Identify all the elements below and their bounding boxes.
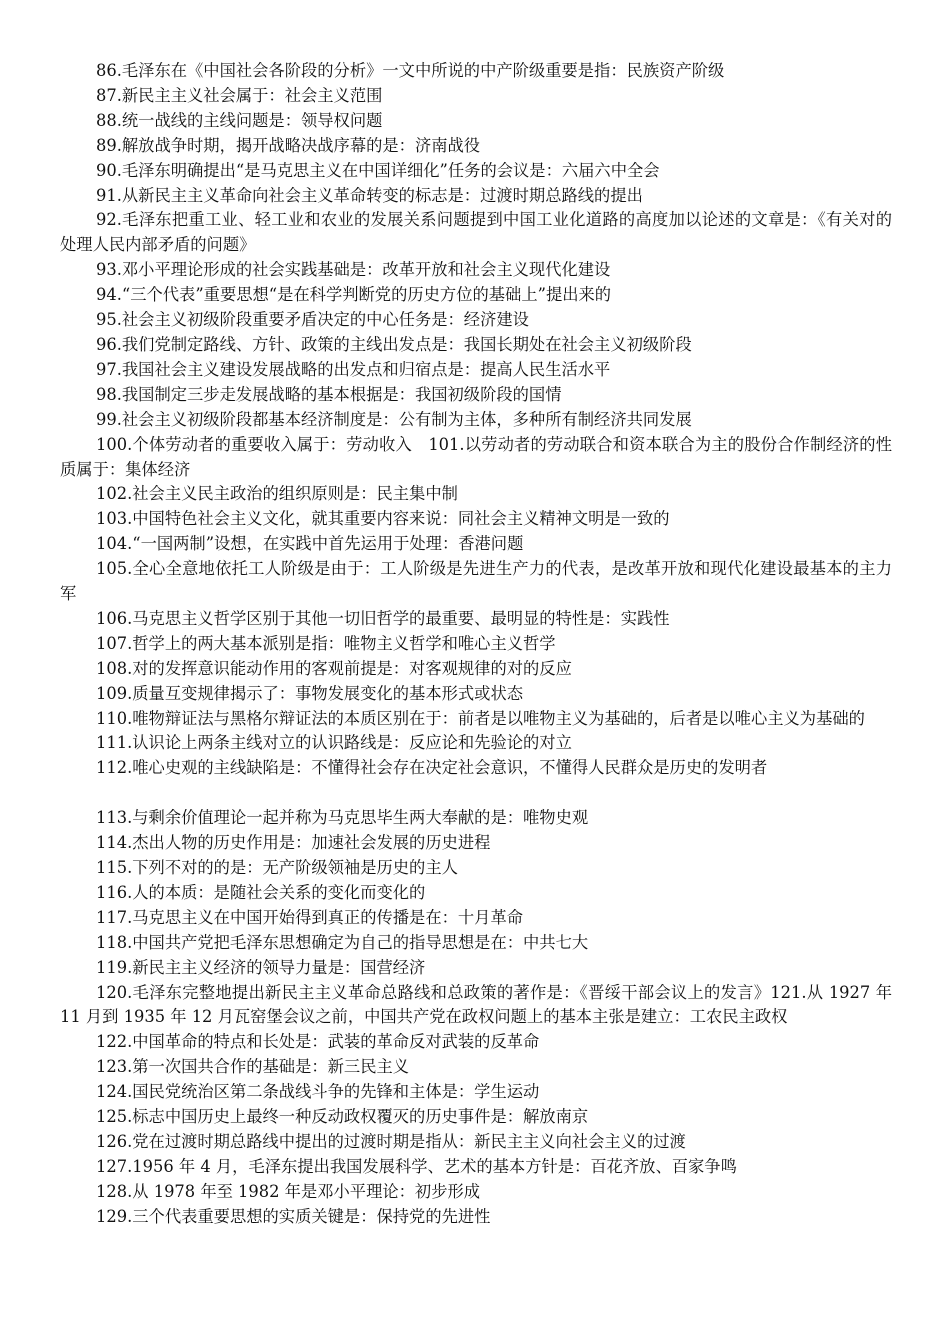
list-item: 120.毛泽东完整地提出新民主主义革命总路线和总政策的著作是：《晋绥干部会议上的发言》121.从 1927 年 11 月到 1935 年 12 月瓦窑堡会议之前，中国共产党在政权问题上的基本主张是建立：工农民主政权	[60, 982, 892, 1027]
list-item: 107.哲学上的两大基本派别是指：唯物主义哲学和唯心主义哲学	[96, 633, 556, 653]
list-item: 114.杰出人物的历史作用是：加速社会发展的历史进程	[96, 833, 491, 853]
list-item: 127.1956 年 4 月，毛泽东提出我国发展科学、艺术的基本方针是：百花齐放、百家争鸣	[96, 1156, 737, 1176]
list-item: 111.认识论上两条主线对立的认识路线是：反应论和先验论的对立	[96, 733, 572, 753]
list-item: 100.个体劳动者的重要收入属于：劳动收入 101.以劳动者的劳动联合和资本联合为主的股份合作制经济的性质属于：集体经济	[60, 434, 892, 479]
list-item: 97.我国社会主义建设发展战略的出发点和归宿点是：提高人民生活水平	[96, 359, 611, 379]
list-item: 123.第一次国共合作的基础是：新三民主义	[96, 1057, 410, 1077]
list-item: 89.解放战争时期，揭开战略决战序幕的是：济南战役	[96, 135, 481, 155]
list-item: 87.新民主主义社会属于：社会主义范围	[96, 85, 383, 105]
list-item: 94.“三个代表”重要思想“是在科学判断党的历史方位的基础上”提出来的	[96, 285, 612, 305]
list-item: 106.马克思主义哲学区别于其他一切旧哲学的最重要、最明显的特性是：实践性	[96, 608, 670, 628]
list-item: 117.马克思主义在中国开始得到真正的传播是在：十月革命	[96, 907, 524, 927]
list-item: 104.“一国两制”设想，在实践中首先运用于处理：香港问题	[96, 534, 524, 554]
list-item: 96.我们党制定路线、方针、政策的主线出发点是：我国长期处在社会主义初级阶段	[96, 334, 692, 354]
list-item: 109.质量互变规律揭示了：事物发展变化的基本形式或状态	[96, 683, 524, 703]
list-item: 125.标志中国历史上最终一种反动政权覆灭的历史事件是：解放南京	[96, 1107, 589, 1127]
list-item: 105.全心全意地依托工人阶级是由于：工人阶级是先进生产力的代表，是改革开放和现代化建设最基本的主力军	[60, 559, 892, 604]
list-item: 118.中国共产党把毛泽东思想确定为自己的指导思想是在：中共七大	[96, 932, 589, 952]
list-item: 122.中国革命的特点和长处是：武装的革命反对武装的反革命	[96, 1032, 540, 1052]
list-item: 128.从 1978 年至 1982 年是邓小平理论：初步形成	[96, 1181, 481, 1201]
list-item: 86.毛泽东在《中国社会各阶段的分析》一文中所说的中产阶级重要是指：民族资产阶级	[96, 61, 725, 80]
document-body	[60, 59, 892, 1230]
list-item: 113.与剩余价值理论一起并称为马克思毕生两大奉献的是：唯物史观	[96, 808, 589, 828]
list-item: 102.社会主义民主政治的组织原则是：民主集中制	[96, 484, 458, 504]
list-item: 103.中国特色社会主义文化，就其重要内容来说：同社会主义精神文明是一致的	[96, 509, 670, 529]
list-item: 98.我国制定三步走发展战略的基本根据是：我国初级阶段的国情	[96, 384, 562, 404]
list-item: 126.党在过渡时期总路线中提出的过渡时期是指从：新民主主义向社会主义的过渡	[96, 1131, 686, 1151]
list-item: 119.新民主主义经济的领导力量是：国营经济	[96, 957, 426, 977]
list-item: 110.唯物辩证法与黑格尔辩证法的本质区别在于：前者是以唯物主义为基础的，后者是以唯心主义为基础的	[96, 708, 865, 728]
list-item: 91.从新民主主义革命向社会主义革命转变的标志是：过渡时期总路线的提出	[96, 185, 643, 205]
list-item: 95.社会主义初级阶段重要矛盾决定的中心任务是：经济建设	[96, 310, 529, 330]
list-item: 99.社会主义初级阶段都基本经济制度是：公有制为主体，多种所有制经济共同发展	[96, 409, 692, 429]
list-item: 124.国民党统治区第二条战线斗争的先锋和主体是：学生运动	[96, 1082, 540, 1102]
list-item: 92.毛泽东把重工业、轻工业和农业的发展关系问题提到中国工业化道路的高度加以论述的文章是：《有关对的处理人民内部矛盾的问题》	[60, 210, 892, 255]
list-item: 108.对的发挥意识能动作用的客观前提是：对客观规律的对的反应	[96, 658, 572, 678]
list-item: 88.统一战线的主线问题是：领导权问题	[96, 110, 383, 130]
list-item: 115.下列不对的的是：无产阶级领袖是历史的主人	[96, 857, 458, 877]
list-item: 112.唯心史观的主线缺陷是：不懂得社会存在决定社会意识，不懂得人民群众是历史的发明者	[96, 758, 768, 778]
list-item: 93.邓小平理论形成的社会实践基础是：改革开放和社会主义现代化建设	[96, 260, 611, 280]
list-item: 129.三个代表重要思想的实质关键是：保持党的先进性	[96, 1206, 491, 1226]
list-item: 90.毛泽东明确提出“是马克思主义在中国详细化”任务的会议是：六届六中全会	[96, 160, 660, 180]
blank-line	[60, 781, 892, 806]
list-item: 116.人的本质：是随社会关系的变化而变化的	[96, 882, 426, 902]
